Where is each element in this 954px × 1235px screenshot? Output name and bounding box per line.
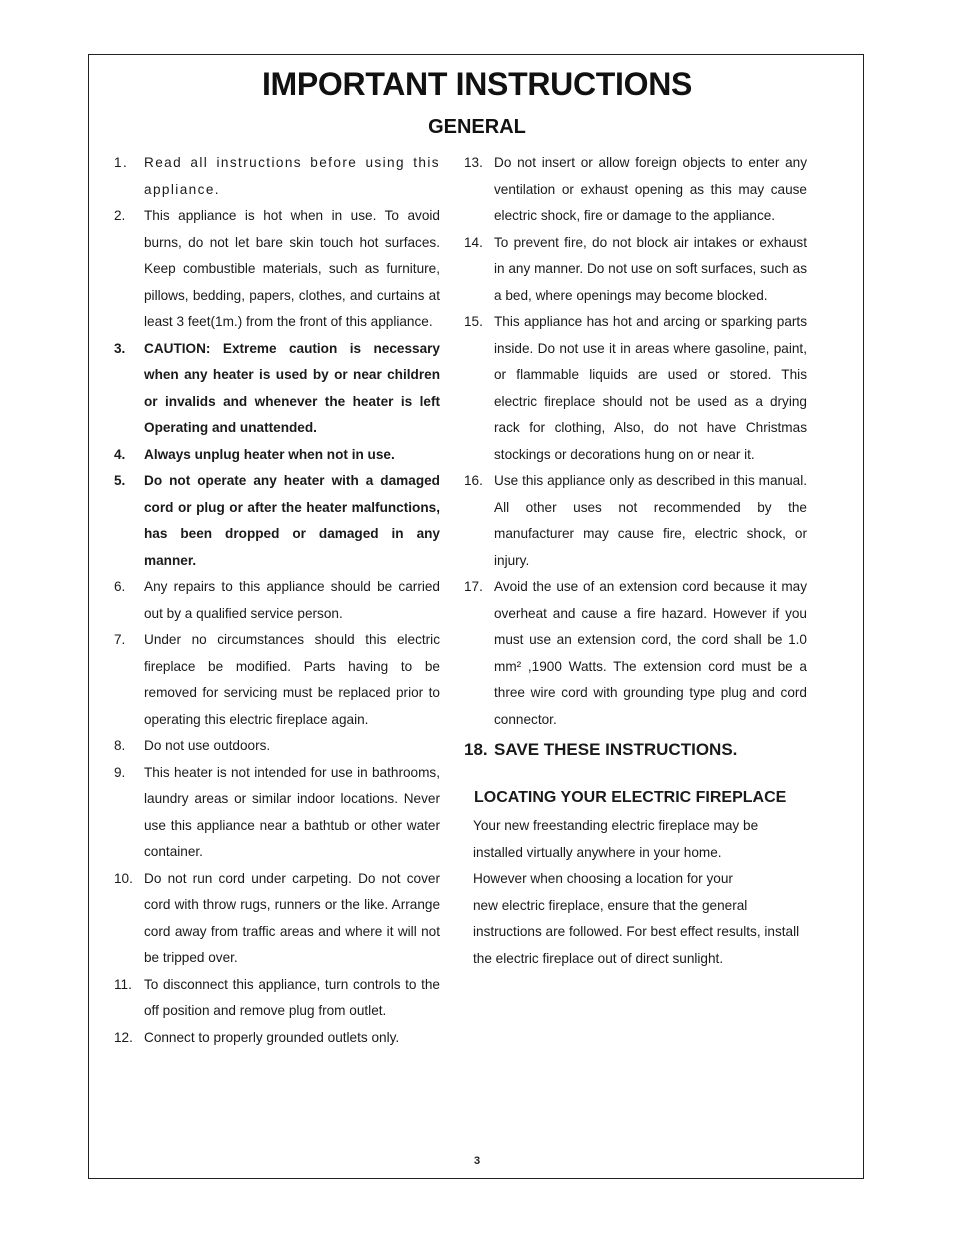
- instruction-item: [114, 1025, 440, 1052]
- instruction-item: [114, 150, 440, 203]
- instruction-item: [464, 574, 807, 733]
- instruction-item: [114, 468, 440, 574]
- locating-line: instructions are followed. For best effect results, install: [473, 924, 800, 939]
- item-number: 3.: [114, 340, 126, 356]
- item-text: Any repairs to this appliance should be carried out by a qualified service person.: [144, 579, 440, 621]
- item-number: 15.: [464, 314, 483, 329]
- item-number: 14.: [464, 234, 483, 250]
- instructions-column-right: [464, 150, 807, 972]
- item-text: This appliance has hot and arcing or sparking parts inside. Do not use it in areas where gasoline, paint, or flammable liquids are used or stored. This electric fireplace should not be used as a drying rack for clothing, Also, do not have Christmas stockings or decorations hung on or near it.: [494, 314, 807, 462]
- instruction-item: [464, 150, 807, 230]
- locating-line: However when choosing a location for your: [473, 871, 733, 886]
- item-number: 5.: [114, 473, 126, 488]
- item-text: Use this appliance only as described in this manual. All other uses not recommended by the manufacturer may cause fire, electric shock, or injury.: [494, 473, 807, 568]
- instruction-item: [114, 733, 440, 760]
- save-instructions-heading: [464, 739, 807, 761]
- save-text: SAVE THESE INSTRUCTIONS.: [494, 740, 738, 759]
- item-number: 2.: [114, 208, 126, 223]
- item-number: 11.: [114, 976, 132, 992]
- instructions-list-left: [114, 150, 440, 1051]
- locating-line: installed virtually anywhere in your home.: [473, 844, 722, 860]
- instruction-item: [464, 230, 807, 310]
- instruction-item: [464, 309, 807, 468]
- item-number: 4.: [114, 446, 126, 462]
- locating-body: [473, 813, 807, 972]
- item-text: To disconnect this appliance, turn controls to the off position and remove plug from outlet.: [144, 976, 440, 1018]
- item-number: 13.: [464, 155, 483, 170]
- item-number: 10.: [114, 870, 133, 886]
- page-number: 3: [473, 1155, 481, 1167]
- instruction-item: [114, 442, 440, 469]
- item-text: To prevent fire, do not block air intakes or exhaust in any manner. Do not use on soft surfaces, such as a bed, where openings may become blocked.: [494, 234, 807, 303]
- locating-line: the electric fireplace out of direct sunlight.: [473, 950, 724, 966]
- item-text: Do not run cord under carpeting. Do not cover cord with throw rugs, runners or the like. Arrange cord away from traffic areas and where it will not be tripped over.: [144, 870, 440, 965]
- locating-heading: LOCATING YOUR ELECTRIC FIREPLACE: [474, 789, 787, 806]
- item-number: 16.: [464, 473, 483, 488]
- instruction-item: [114, 866, 440, 972]
- instruction-item: [114, 972, 440, 1025]
- item-text: Read all instructions before using this appliance.: [144, 155, 440, 197]
- instruction-item: [114, 336, 440, 442]
- instruction-item: [114, 203, 440, 336]
- page-title: IMPORTANT INSTRUCTIONS: [261, 66, 693, 102]
- item-number: 7.: [114, 632, 126, 647]
- instruction-item: [114, 760, 440, 866]
- item-text: Always unplug heater when not in use.: [144, 446, 395, 462]
- item-text: Do not operate any heater with a damaged cord or plug or after the heater malfunctions, has been dropped or damaged in any manner.: [144, 473, 440, 568]
- item-number: 1.: [114, 155, 129, 170]
- item-number: 17.: [464, 579, 483, 594]
- item-text: Under no circumstances should this electric fireplace be modified. Parts having to be removed for servicing must be replaced prior to operating this electric fireplace again.: [144, 632, 440, 727]
- item-text: This appliance is hot when in use. To avoid burns, do not let bare skin touch hot surfaces. Keep combustible materials, such as furniture, pillows, bedding, papers, clothes, and curtains at least 3 feet(1m.) from the front of this appliance.: [144, 208, 440, 329]
- item-number: 18.: [464, 740, 488, 759]
- item-text: CAUTION: Extreme caution is necessary when any heater is used by or near children or invalids and whenever the heater is left Operating and unattended.: [144, 340, 440, 435]
- instruction-item: [114, 627, 440, 733]
- item-text: Avoid the use of an extension cord because it may overheat and cause a fire hazard. However if you must use an extension cord, the cord shall be 1.0 mm² ,1900 Watts. The extension cord must be a three wire cord with grounding type plug and cord connector.: [494, 579, 807, 727]
- instruction-item: [464, 468, 807, 574]
- item-text: Do not insert or allow foreign objects to enter any ventilation or exhaust opening as this may cause electric shock, fire or damage to the appliance.: [494, 155, 807, 223]
- locating-line: Your new freestanding electric fireplace may be: [473, 818, 759, 833]
- locating-line: new electric fireplace, ensure that the general: [473, 897, 748, 913]
- instruction-item: [114, 574, 440, 627]
- item-text: Connect to properly grounded outlets only.: [144, 1029, 400, 1045]
- item-number: 6.: [114, 579, 126, 594]
- item-text: This heater is not intended for use in bathrooms, laundry areas or similar indoor locations. Never use this appliance near a bathtub or other water container.: [144, 764, 440, 859]
- section-title-general: GENERAL: [428, 116, 526, 138]
- item-number: 12.: [114, 1029, 133, 1045]
- item-number: 8.: [114, 738, 126, 753]
- item-text: Do not use outdoors.: [144, 738, 271, 753]
- item-number: 9.: [114, 764, 126, 780]
